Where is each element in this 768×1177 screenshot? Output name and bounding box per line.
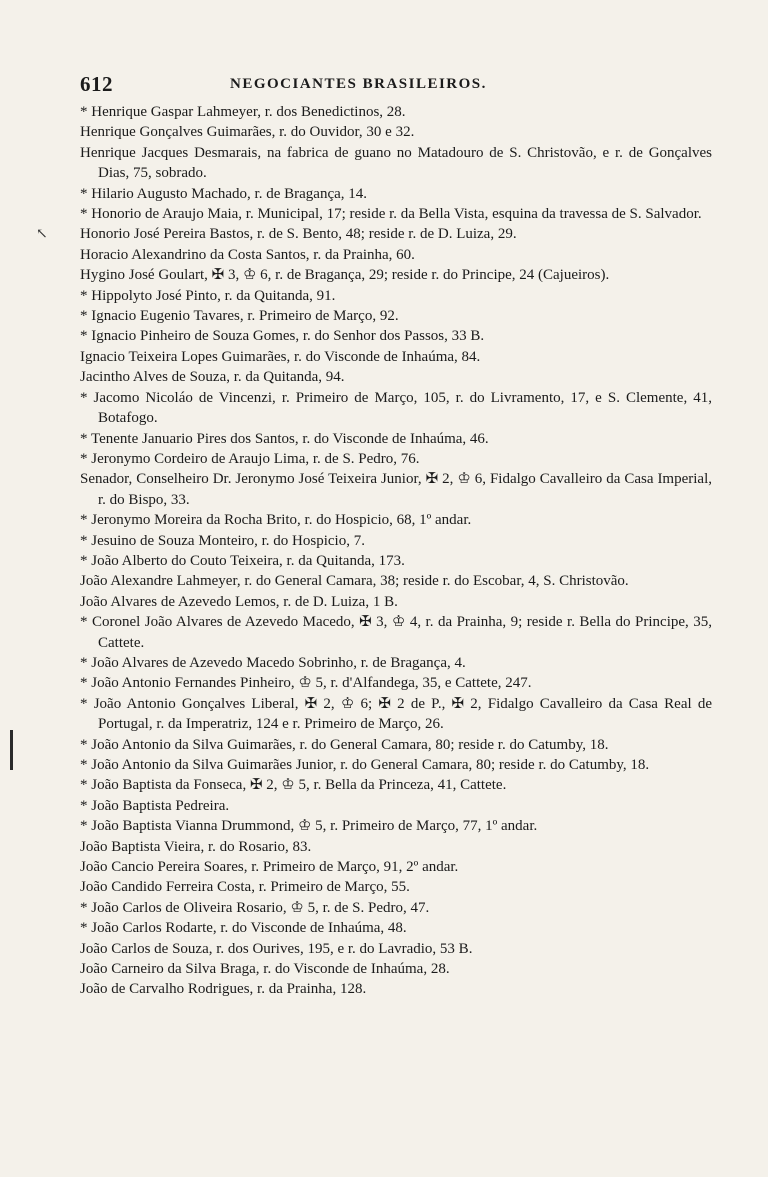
list-item: João Cancio Pereira Soares, r. Primeiro de Março, 91, 2º andar. xyxy=(80,859,459,876)
list-item: João Carlos de Souza, r. dos Ourives, 195, e r. do Lavradio, 53 B. xyxy=(80,940,473,957)
list-item: * Hippolyto José Pinto, r. da Quitanda, 91. xyxy=(80,287,336,304)
list-item: Jacintho Alves de Souza, r. da Quitanda, 94. xyxy=(80,369,345,386)
list-item: * João Alberto do Couto Teixeira, r. da Quitanda, 173. xyxy=(80,552,405,569)
list-item: * Hilario Augusto Machado, r. de Bragança, 14. xyxy=(80,185,368,202)
page-number: 612 xyxy=(80,72,113,96)
list-item: * João Baptista Vianna Drummond, ♔ 5, r. Primeiro de Março, 77, 1º andar. xyxy=(80,818,538,835)
list-item: * Jacomo Nicoláo de Vincenzi, r. Primeiro de Março, 105, r. do Livramento, 17, e S. Clemente, 41, Botafogo. xyxy=(80,389,712,427)
list-item: * Jeronymo Moreira da Rocha Brito, r. do Hospicio, 68, 1º andar. xyxy=(80,512,472,529)
list-item: * João Antonio da Silva Guimarães Junior, r. do General Camara, 80; reside r. do Catumby, 18. xyxy=(80,757,650,773)
list-item: João Alvares de Azevedo Lemos, r. de D. Luiza, 1 B. xyxy=(80,593,398,610)
list-item: Ignacio Teixeira Lopes Guimarães, r. do Visconde de Inhaúma, 84. xyxy=(80,348,481,365)
list-item: * Ignacio Pinheiro de Souza Gomes, r. do Senhor dos Passos, 33 B. xyxy=(80,328,485,345)
list-item: João Candido Ferreira Costa, r. Primeiro de Março, 55. xyxy=(80,879,410,896)
list-item: Henrique Jacques Desmarais, na fabrica de guano no Matadouro de S. Christovão, e r. de Gonçalves Dias, 75, sobrado. xyxy=(80,144,712,182)
list-item: * João Antonio Fernandes Pinheiro, ♔ 5, r. d'Alfandega, 35, e Cattete, 247. xyxy=(80,675,532,692)
list-item: * Honorio de Araujo Maia, r. Municipal, 17; reside r. da Bella Vista, esquina da travessa de S. Salvador. xyxy=(80,206,702,223)
list-item: * Jeronymo Cordeiro de Araujo Lima, r. de S. Pedro, 76. xyxy=(80,450,420,467)
list-item: * João Carlos de Oliveira Rosario, ♔ 5, r. de S. Pedro, 47. xyxy=(80,899,430,916)
list-item: * João Alvares de Azevedo Macedo Sobrinho, r. de Bragança, 4. xyxy=(80,654,466,671)
list-item: * João Baptista da Fonseca, ✠ 2, ♔ 5, r. Bella da Princeza, 41, Cattete. xyxy=(80,777,507,794)
list-item: * Jesuino de Souza Monteiro, r. do Hospicio, 7. xyxy=(80,532,365,549)
list-item: João de Carvalho Rodrigues, r. da Prainha, 128. xyxy=(80,981,367,998)
list-item: * Coronel João Alvares de Azevedo Macedo, ✠ 3, ♔ 4, r. da Prainha, 9; reside r. Bella do Principe, 35, Cattete. xyxy=(80,614,712,651)
page-header xyxy=(80,72,718,100)
list-item: Hygino José Goulart, ✠ 3, ♔ 6, r. de Bragança, 29; reside r. do Principe, 24 (Cajueiros). xyxy=(80,267,610,284)
list-item: Horacio Alexandrino da Costa Santos, r. da Prainha, 60. xyxy=(80,246,415,263)
list-item: Honorio José Pereira Bastos, r. de S. Bento, 48; reside r. de D. Luiza, 29. xyxy=(80,226,517,243)
list-item: João Baptista Vieira, r. do Rosario, 83. xyxy=(80,838,312,855)
margin-arrow-icon: ↖ xyxy=(36,227,48,242)
merchant-list xyxy=(80,102,712,1000)
margin-ink-mark xyxy=(10,730,13,770)
list-item: * João Antonio Gonçalves Liberal, ✠ 2, ♔ 6; ✠ 2 de P., ✠ 2, Fidalgo Cavalleiro da Casa Real de Portugal, r. da Imperatriz, 124 e r. Primeiro de Março, 26. xyxy=(80,695,712,733)
list-item: * Ignacio Eugenio Tavares, r. Primeiro de Março, 92. xyxy=(80,308,399,325)
running-title: NEGOCIANTES BRASILEIROS. xyxy=(230,76,487,92)
list-item: João Carneiro da Silva Braga, r. do Visconde de Inhaúma, 28. xyxy=(80,961,450,978)
list-item: João Alexandre Lahmeyer, r. do General Camara, 38; reside r. do Escobar, 4, S. Christovão. xyxy=(80,573,629,590)
list-item: * Tenente Januario Pires dos Santos, r. do Visconde de Inhaúma, 46. xyxy=(80,430,489,447)
list-item: * João Carlos Rodarte, r. do Visconde de Inhaúma, 48. xyxy=(80,920,407,937)
list-item: * João Antonio da Silva Guimarães, r. do General Camara, 80; reside r. do Catumby, 18. xyxy=(80,736,609,753)
list-item: * João Baptista Pedreira. xyxy=(80,797,230,814)
list-item: Henrique Gonçalves Guimarães, r. do Ouvidor, 30 e 32. xyxy=(80,124,415,141)
list-item: Senador, Conselheiro Dr. Jeronymo José Teixeira Junior, ✠ 2, ♔ 6, Fidalgo Cavalleiro da Casa Imperial, r. do Bispo, 33. xyxy=(80,471,712,508)
list-item: * Henrique Gaspar Lahmeyer, r. dos Benedictinos, 28. xyxy=(80,104,406,120)
